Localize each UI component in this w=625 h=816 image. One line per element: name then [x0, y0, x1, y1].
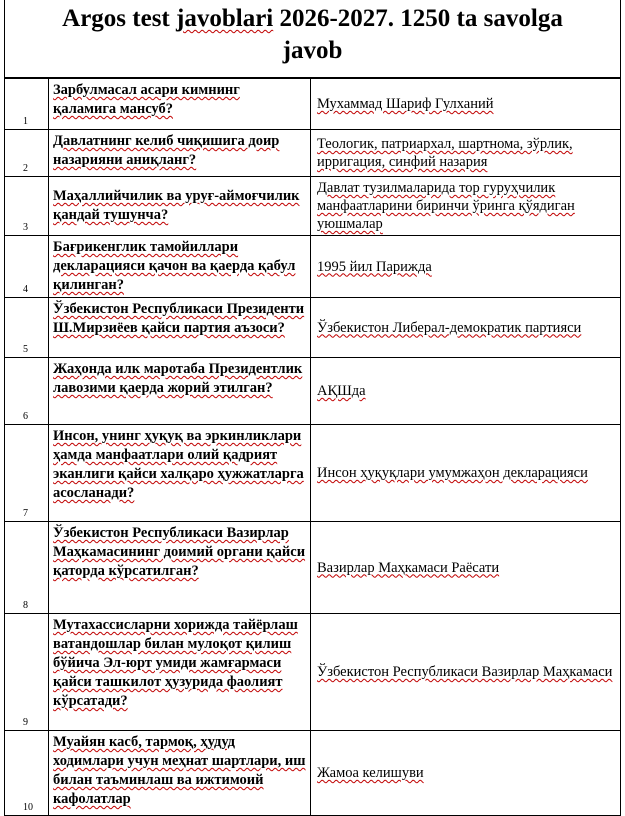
page-title	[5, 0, 620, 78]
answer-text: Жамоа келишуви	[317, 765, 424, 781]
title-text-4: savolga	[483, 5, 563, 32]
table-row	[5, 614, 621, 731]
qa-table	[4, 78, 621, 816]
title-text-3: 2026-2027. 1250 ta	[273, 5, 484, 32]
answer-cell	[311, 298, 621, 358]
answer-cell	[311, 614, 621, 731]
answer-cell	[311, 522, 621, 614]
document-page	[4, 0, 621, 813]
title-text-2: javoblari	[176, 5, 274, 32]
answer-cell	[311, 177, 621, 236]
row-number: 9	[5, 614, 49, 731]
table-row	[5, 731, 621, 816]
answer-text: АҚШда	[317, 383, 366, 399]
question-text: Мутахассисларни хорижда тайёрлаш ватандошлар билан мулоқот қилиш бўйича Эл-юрт умиди жамғармаси қайси ташкилот ҳузурида фаолият кўрсатади?	[53, 617, 298, 709]
row-number: 4	[5, 236, 49, 298]
answer-text: Ўзбекистон Республикаси Вазирлар Маҳкамаси	[317, 664, 613, 680]
question-text: Маҳаллийчилик ва уруғ-аймоғчилик қандай тушунча?	[53, 188, 300, 223]
question-text: Муайян касб, тармоқ, ҳудуд ходимлари учун меҳнат шартлари, иш билан таъминлаш ва ижтимоий кафолатлар	[53, 734, 306, 807]
answer-text: Давлат тузилмаларида тор гуруҳчилик манфаатларини биринчи ўринга қўядиган уюшмалар	[317, 180, 575, 232]
question-cell	[49, 298, 311, 358]
question-cell	[49, 130, 311, 177]
answer-cell	[311, 425, 621, 522]
row-number: 1	[5, 79, 49, 130]
answer-text: Мухаммад Шариф Гулханий	[317, 96, 494, 112]
row-number: 7	[5, 425, 49, 522]
table-row	[5, 522, 621, 614]
table-row	[5, 177, 621, 236]
question-cell	[49, 79, 311, 130]
answer-text: Ўзбекистон Либерал-демократик партияси	[317, 319, 582, 336]
answer-cell	[311, 731, 621, 816]
question-cell	[49, 236, 311, 298]
row-number: 8	[5, 522, 49, 614]
answer-text: Теологик, патриархал, шартнома, зўрлик, ирригация, синфий назария	[317, 136, 573, 170]
question-text: Ўзбекистон Республикаси Вазирлар Маҳкамасининг доимий органи қайси қаторда кўрсатилган?	[53, 525, 306, 579]
question-cell	[49, 614, 311, 731]
title-text-5: javob	[282, 37, 343, 64]
row-number: 3	[5, 177, 49, 236]
question-cell	[49, 522, 311, 614]
answer-cell	[311, 79, 621, 130]
answer-text: Вазирлар Маҳкамаси Раёсати	[317, 559, 500, 576]
table-row	[5, 236, 621, 298]
answer-text: Инсон ҳуқуқлари умумжаҳон декларацияси	[317, 465, 588, 481]
question-cell	[49, 358, 311, 425]
question-text: Давлатнинг келиб чиқишига доир назарияни аниқланг?	[53, 133, 280, 168]
table-row	[5, 358, 621, 425]
question-text: Инсон, унинг ҳуқуқ ва эркинликлари ҳамда манфаатлари олий қадрият эканлиги қайси халқаро ҳужжатларга асосланади?	[53, 428, 304, 501]
row-number: 2	[5, 130, 49, 177]
row-number: 6	[5, 358, 49, 425]
row-number: 10	[5, 731, 49, 816]
answer-cell	[311, 358, 621, 425]
question-text: Зарбулмасал асари кимнинг қаламига мансуб?	[53, 82, 240, 117]
answer-cell	[311, 130, 621, 177]
row-number: 5	[5, 298, 49, 358]
title-text-1: Argos test	[62, 5, 177, 32]
question-text: Бағрикенглик тамойиллари декларацияси қачон ва қаерда қабул қилинган?	[53, 239, 296, 293]
table-row	[5, 298, 621, 358]
question-text: Ўзбекистон Республикаси Президенти Ш.Мирзиёев қайси партия аъзоси?	[53, 301, 305, 336]
table-row	[5, 425, 621, 522]
answer-cell	[311, 236, 621, 298]
table-row	[5, 130, 621, 177]
answer-text: 1995 йил Парижда	[317, 258, 432, 275]
question-cell	[49, 731, 311, 816]
question-text: Жаҳонда илк маротаба Президентлик лавозими қаерда жорий этилган?	[53, 361, 303, 396]
table-row	[5, 79, 621, 130]
question-cell	[49, 425, 311, 522]
question-cell	[49, 177, 311, 236]
